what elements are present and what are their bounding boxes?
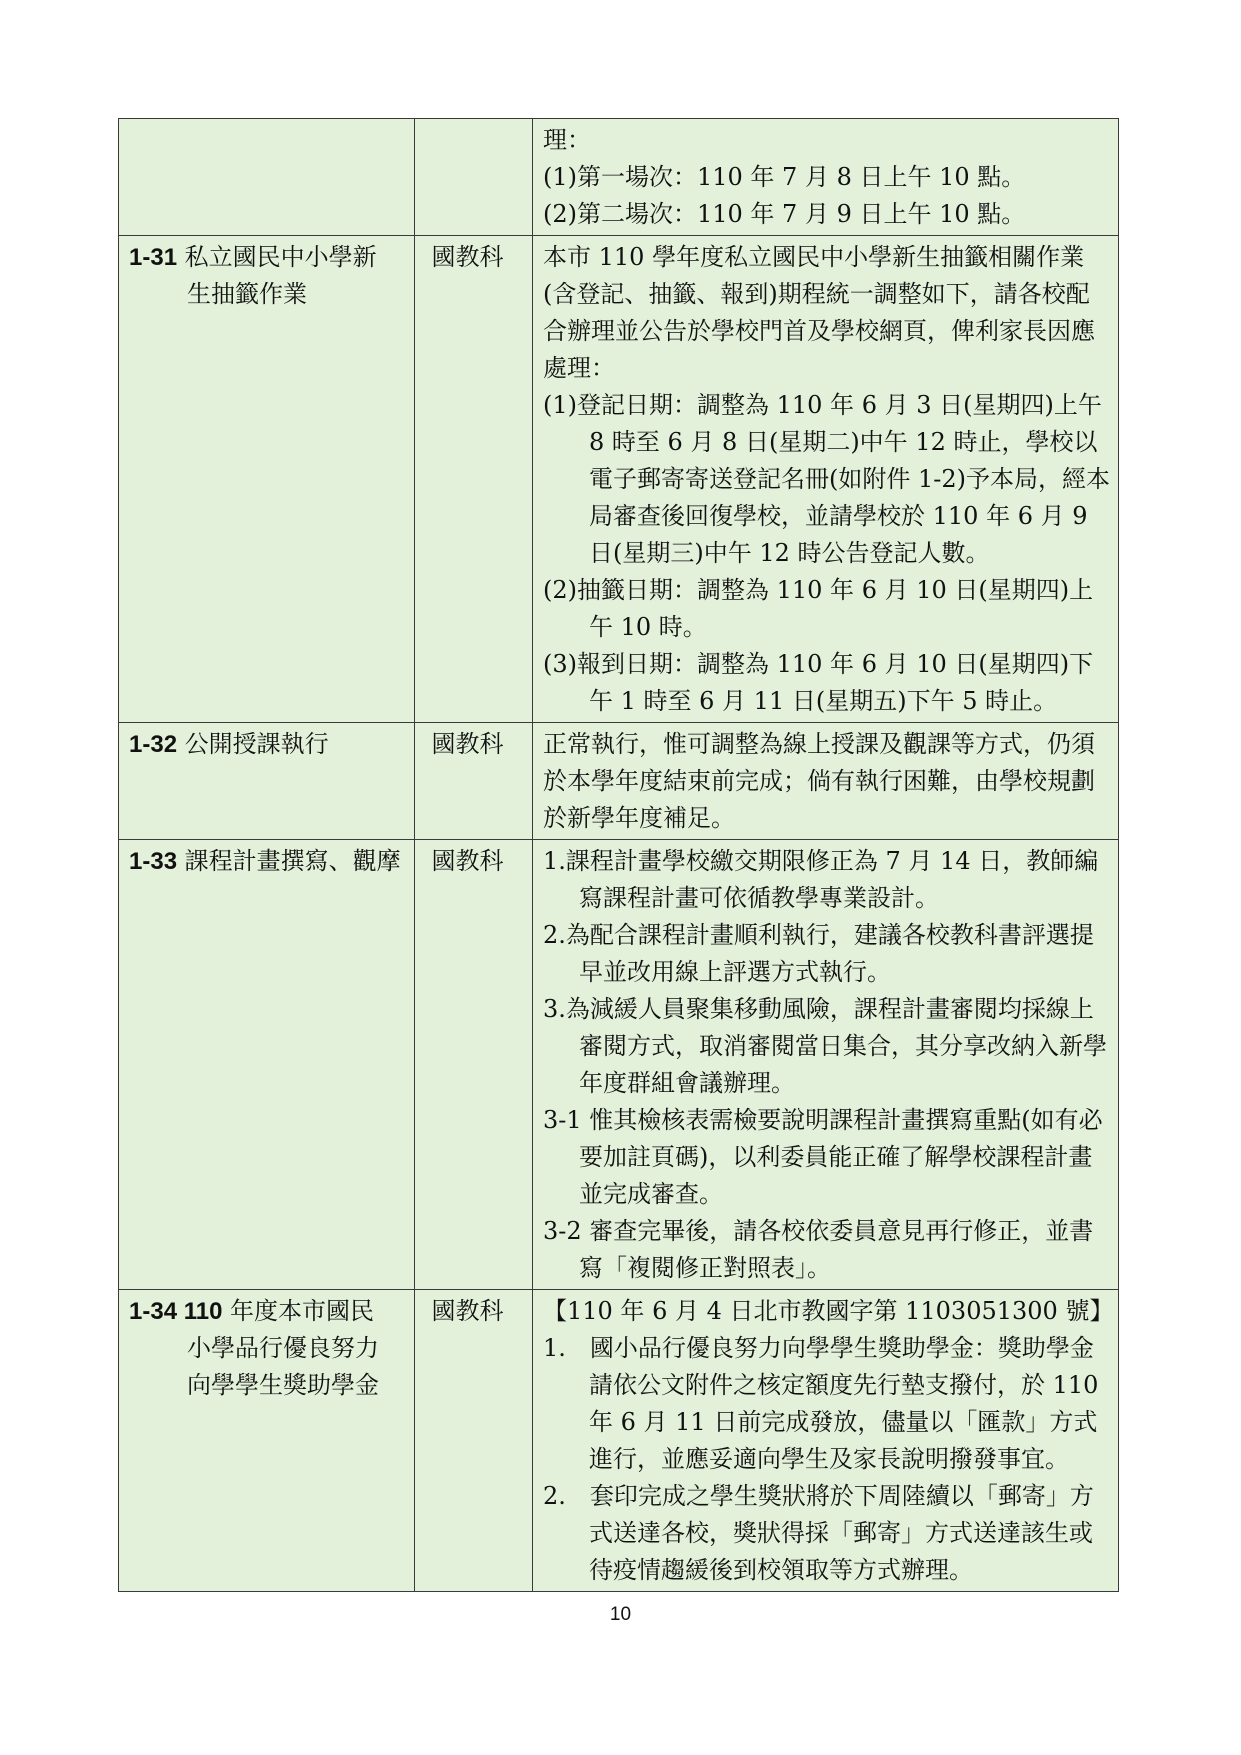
item-title-continuation: 生抽籤作業	[187, 280, 307, 308]
item-code: 1-33	[129, 848, 178, 875]
description-line: (2)第二場次：110 年 7 月 9 日上午 10 點。	[543, 200, 1026, 228]
table-row	[119, 1290, 1119, 1592]
description-line: (1)第一場次：110 年 7 月 8 日上午 10 點。	[543, 163, 1026, 191]
item-cell	[119, 236, 415, 723]
item-title-text: 年度本市國民	[222, 1297, 375, 1325]
description-point: 3.為減緩人員聚集移動風險，課程計畫審閱均採線上審閱方式，取消審閱當日集合，其分享改納入新學年度群組會議辦理。	[543, 995, 1107, 1097]
description-line: 理：	[543, 126, 591, 154]
unit-cell	[415, 723, 533, 840]
item-code: 1-34 110	[129, 1298, 223, 1325]
unit-cell	[415, 119, 533, 236]
item-title	[129, 843, 406, 880]
item-cell	[119, 723, 415, 840]
table-row	[119, 723, 1119, 840]
meeting-items-table	[118, 118, 1119, 1592]
document-reference: 【110 年 6 月 4 日北市教國字第 1103051300 號】	[543, 1297, 1114, 1325]
unit-cell	[415, 840, 533, 1290]
unit-cell	[415, 236, 533, 723]
item-title	[129, 239, 406, 276]
description-intro: 本市 110 學年度私立國民中小學新生抽籤相關作業(含登記、抽籤、報到)期程統一調整如下，請各校配合辦理並公告於學校門首及學校網頁，俾利家長因應處理：	[543, 243, 1095, 382]
description-point: 1. 國小品行優良努力向學學生獎助學金：獎助學金請依公文附件之核定額度先行墊支撥付，於 110 年 6 月 11 日前完成發放，儘量以「匯款」方式進行，並應妥適向學生及家長說明撥發事宜。	[543, 1334, 1099, 1473]
item-title	[129, 1293, 406, 1330]
unit-label: 國教科	[431, 243, 504, 271]
unit-label: 國教科	[431, 847, 504, 875]
item-title-text: 公開授課執行	[177, 730, 329, 758]
description-point: 2.為配合課程計畫順利執行，建議各校教科書評選提早並改用線上評選方式執行。	[543, 921, 1094, 986]
item-cell	[119, 119, 415, 236]
table-row	[119, 840, 1119, 1290]
description-point: 1.課程計畫學校繳交期限修正為 7 月 14 日，教師編寫課程計畫可依循教學專業設計。	[543, 847, 1099, 912]
page-number: 10	[609, 1604, 632, 1625]
item-title-continuation: 向學學生獎助學金	[187, 1371, 379, 1399]
item-title	[129, 726, 406, 763]
description-point: 3-1 惟其檢核表需檢要說明課程計畫撰寫重點(如有必要加註頁碼)，以利委員能正確了解學校課程計畫並完成審查。	[543, 1106, 1103, 1208]
item-cell	[119, 1290, 415, 1592]
description-cell	[533, 840, 1119, 1290]
description-cell	[533, 1290, 1119, 1592]
description-cell	[533, 119, 1119, 236]
unit-label: 國教科	[431, 730, 504, 758]
item-title-text: 課程計畫撰寫、觀摩	[177, 847, 401, 875]
table-row	[119, 119, 1119, 236]
description-point: (2)抽籤日期：調整為 110 年 6 月 10 日(星期四)上午 10 時。	[543, 576, 1094, 641]
description-cell	[533, 236, 1119, 723]
item-title-continuation: 小學品行優良努力	[187, 1334, 379, 1362]
table-row	[119, 236, 1119, 723]
unit-cell	[415, 1290, 533, 1592]
description-point: 3-2 審查完畢後，請各校依委員意見再行修正，並書寫「複閱修正對照表」。	[543, 1217, 1094, 1282]
description-intro: 正常執行，惟可調整為線上授課及觀課等方式，仍須於本學年度結束前完成；倘有執行困難，由學校規劃於新學年度補足。	[543, 730, 1095, 832]
description-point: 2. 套印完成之學生獎狀將於下周陸續以「郵寄」方式送達各校，獎狀得採「郵寄」方式送達該生或待疫情趨緩後到校領取等方式辦理。	[543, 1482, 1094, 1584]
item-cell	[119, 840, 415, 1290]
unit-label: 國教科	[431, 1297, 504, 1325]
description-point: (3)報到日期：調整為 110 年 6 月 10 日(星期四)下午 1 時至 6 月 11 日(星期五)下午 5 時止。	[543, 650, 1094, 715]
description-cell	[533, 723, 1119, 840]
item-code: 1-32	[129, 731, 178, 758]
item-title-text: 私立國民中小學新	[177, 243, 377, 271]
description-point: (1)登記日期：調整為 110 年 6 月 3 日(星期四)上午 8 時至 6 月 8 日(星期二)中午 12 時止，學校以電子郵寄寄送登記名冊(如附件 1-2)予本局，經本局審查後回復學校，並請學校於 110 年 6 月 9 日(星期三)中午 12 時公告登記人數。	[543, 391, 1111, 567]
item-code: 1-31	[129, 244, 178, 271]
